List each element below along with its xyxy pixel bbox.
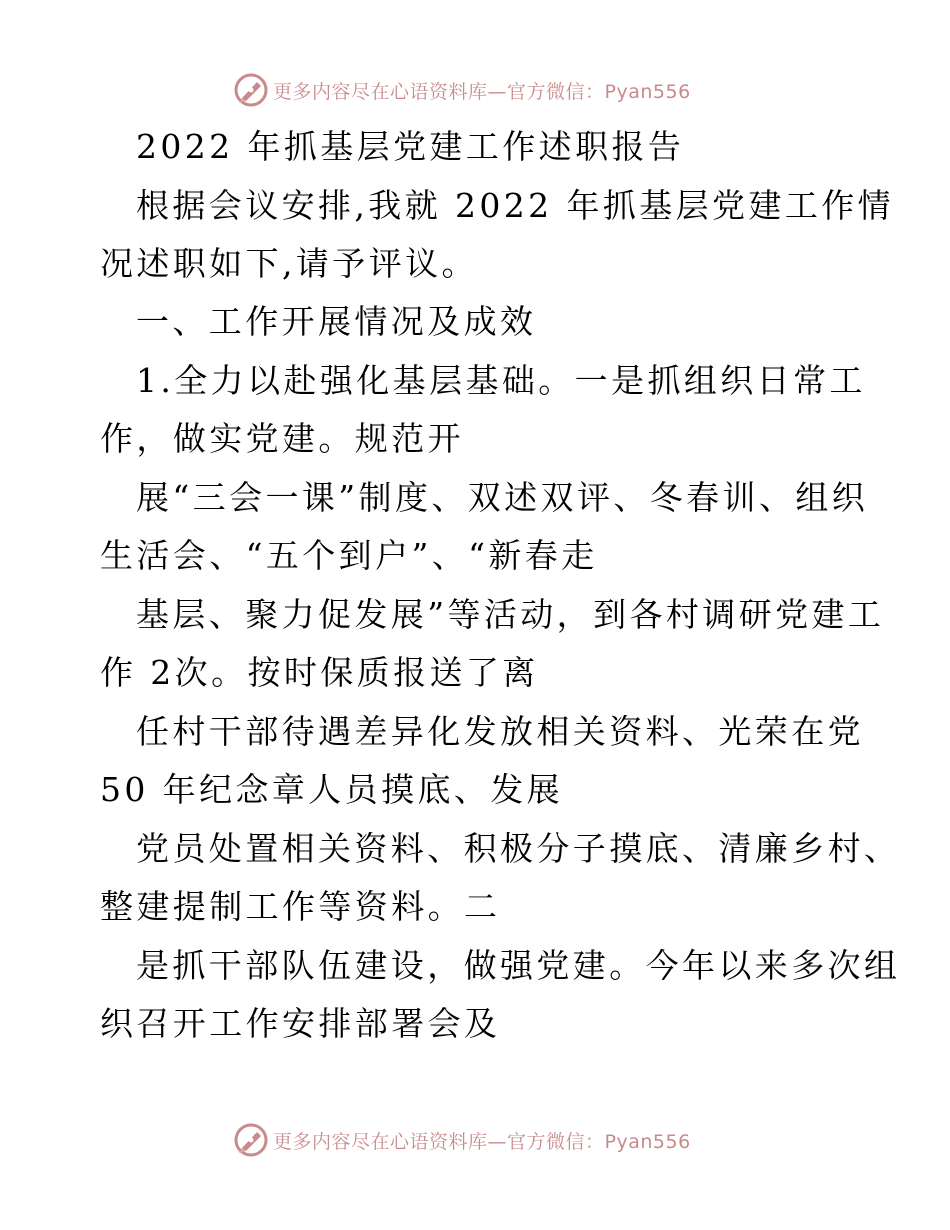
pen-logo-icon xyxy=(233,1122,269,1158)
paragraph-line: 整建提制工作等资料。二 xyxy=(100,887,501,926)
section-heading: 一、工作开展情况及成效 xyxy=(136,302,537,341)
paragraph-line: 织召开工作安排部署会及 xyxy=(100,1004,501,1043)
paragraph-line: 况述职如下,请予评议。 xyxy=(100,244,478,283)
paragraph-line: 生活会、“五个到户”、“新春走 xyxy=(100,536,598,575)
paragraph-line: 基层、聚力促发展”等活动，到各村调研党建工 xyxy=(136,595,885,634)
watermark-text: 更多内容尽在心语资料库—官方微信：Pyan556 xyxy=(273,1130,691,1153)
paragraph-line: 50 年纪念章人员摸底、发展 xyxy=(100,770,564,809)
paragraph-line: 党员处置相关资料、积极分子摸底、清廉乡村、 xyxy=(136,829,901,868)
document-title: 2022 年抓基层党建工作述职报告 xyxy=(136,127,685,166)
paragraph-line: 作 2次。按时保质报送了离 xyxy=(100,653,539,692)
watermark-text: 更多内容尽在心语资料库—官方微信：Pyan556 xyxy=(273,80,691,103)
paragraph-line: 作，做实党建。规范开 xyxy=(100,419,464,458)
paragraph-line: 是抓干部队伍建设，做强党建。今年以来多次组 xyxy=(136,946,901,985)
paragraph-line: 根据会议安排,我就 2022 年抓基层党建工作情 xyxy=(136,186,895,225)
paragraph-line: 1.全力以赴强化基层基础。一是抓组织日常工 xyxy=(136,361,866,400)
watermark-banner-bottom xyxy=(233,1120,691,1160)
paragraph-line: 展“三会一课”制度、双述双评、冬春训、组织 xyxy=(136,478,869,517)
paragraph-line: 任村干部待遇差异化发放相关资料、光荣在党 xyxy=(136,712,864,751)
